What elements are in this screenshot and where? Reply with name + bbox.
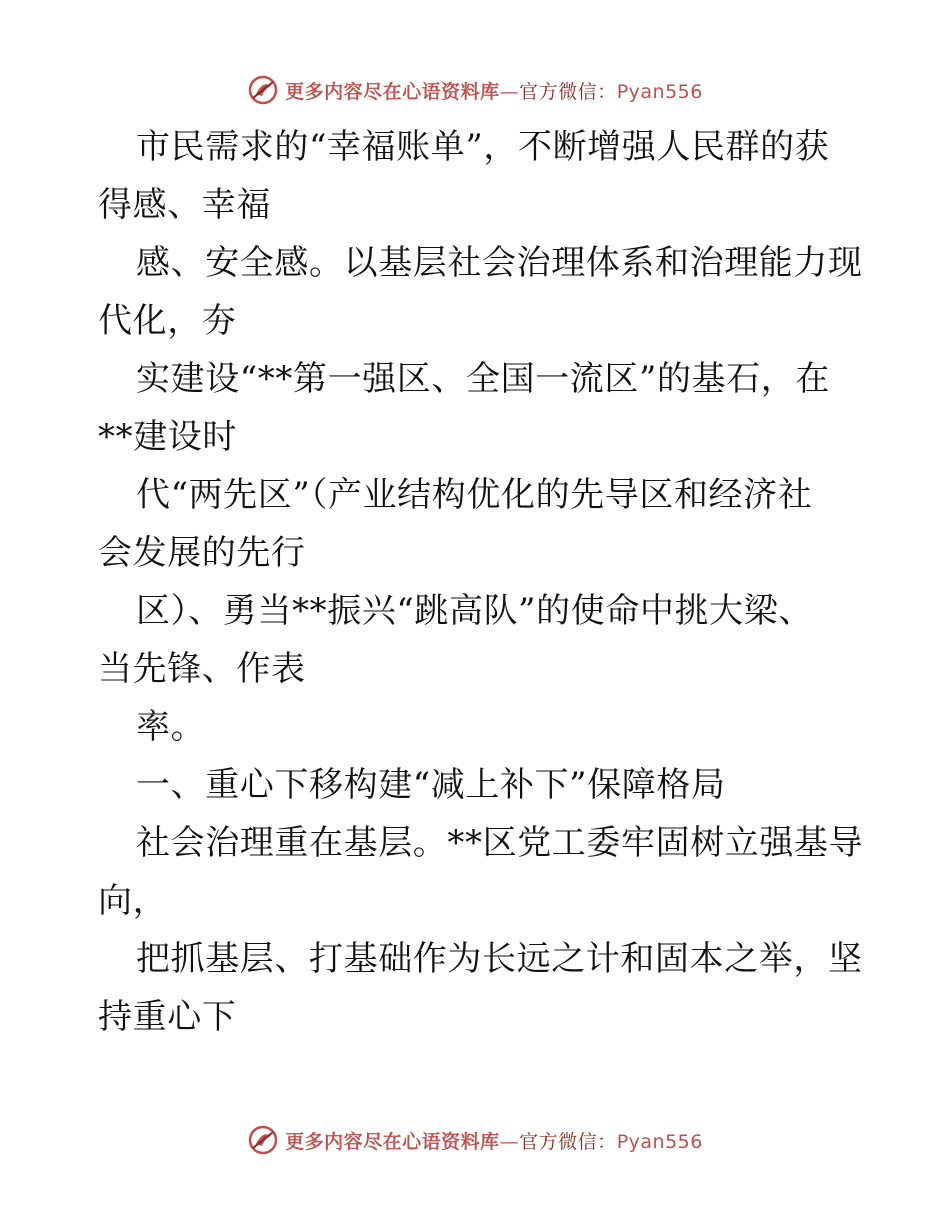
text-line: 代化，夯 (98, 301, 237, 341)
text-line: 感、安全感。以基层社会治理体系和治理能力现 (136, 243, 863, 283)
watermark-official-label: 官方微信： (519, 1130, 617, 1153)
text-line: **建设时 (98, 417, 237, 457)
text-line: 把抓基层、打基础作为长远之计和固本之举，坚 (136, 939, 863, 979)
text-line: 得感、幸福 (98, 185, 271, 225)
text-line: 代“两先区”（产业结构优化的先导区和经济社 (136, 475, 813, 515)
text-line: 当先锋、作表 (98, 649, 306, 689)
watermark-brand: 更多内容尽在心语资料库 (285, 80, 500, 103)
watermark-wechat-id: Pyan556 (616, 80, 703, 103)
document-body (98, 118, 864, 1046)
watermark-dash: — (499, 80, 520, 103)
text-line: 区）、勇当**振兴“跳高队”的使命中挑大梁、 (136, 591, 813, 631)
text-line: 率。 (136, 707, 206, 747)
watermark-header (0, 70, 950, 110)
watermark-wechat-id: Pyan556 (616, 1130, 703, 1153)
text-line: 持重心下 (98, 997, 237, 1037)
watermark-text (285, 1127, 703, 1154)
red-seal-logo-icon (247, 74, 279, 106)
watermark-brand: 更多内容尽在心语资料库 (285, 1130, 500, 1153)
watermark-text (285, 77, 703, 104)
section-heading: 一、重心下移构建“减上补下”保障格局 (136, 765, 726, 805)
text-line: 市民需求的“幸福账单”，不断增强人民群的获 (136, 127, 830, 167)
watermark-footer (0, 1120, 950, 1160)
text-line: 向， (98, 881, 168, 921)
watermark-dash: — (499, 1130, 520, 1153)
text-line: 实建设“**第一强区、全国一流区”的基石，在 (136, 359, 830, 399)
text-line: 社会治理重在基层。**区党工委牢固树立强基导 (136, 823, 864, 863)
text-line: 会发展的先行 (98, 533, 306, 573)
red-seal-logo-icon (247, 1124, 279, 1156)
watermark-official-label: 官方微信： (519, 80, 617, 103)
